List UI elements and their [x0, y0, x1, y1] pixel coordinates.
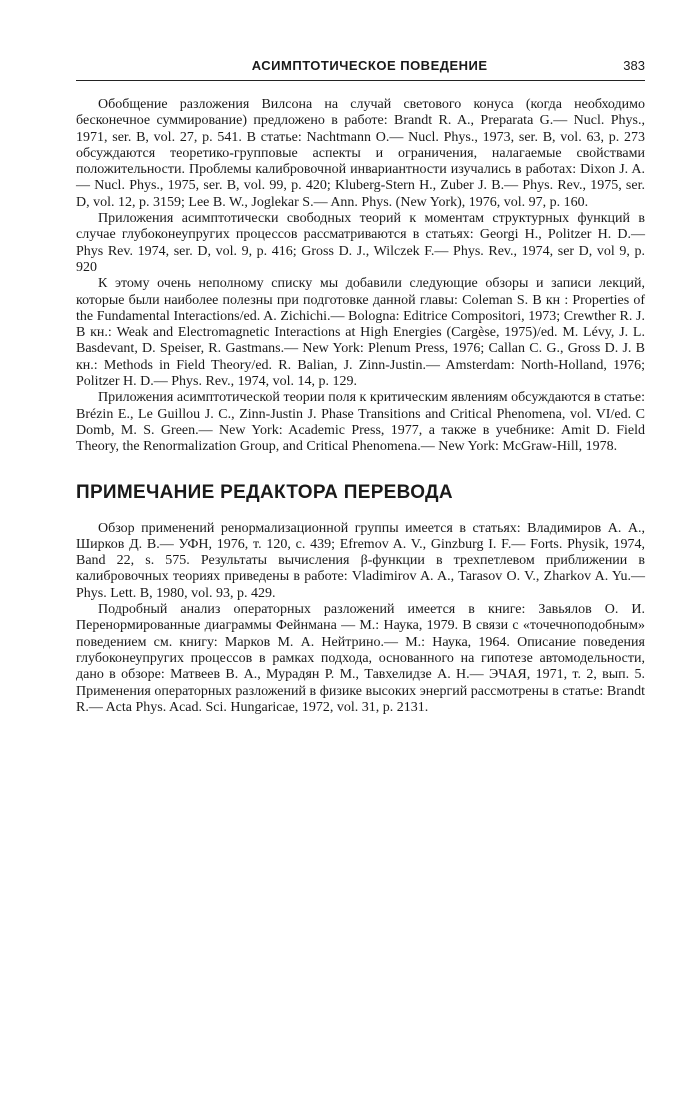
paragraph-reviews-list: К этому очень неполному списку мы добавили следующие обзоры и записи лекций, которые были наиболее полезны при подготовке данной главы: Coleman S. В кн : Properties of the Fundamental Interactions/ed. A. Zichichi.— Bologna: Editrice Compositori, 1973; Crewther R. J. В кн.: Weak and Electromagnetic Interactions at High Energies (Cargèse, 1975)/ed. M. Lévy, J. L. Basdevant, D. Speiser, R. Gastmans.— New York: Plenum Press, 1976; Callan C. G., Gross D. J. В кн.: Methods in Field Theory/ed. R. Balian, J. Zinn-Justin.— Amsterdam: North-Holland, 1976; Politzer H. D.— Phys. Rev., 1974, vol. 14, p. 129.	[76, 276, 645, 390]
paragraph-wilson-expansion: Обобщение разложения Вилсона на случай светового конуса (когда необходимо бесконечное суммирование) предложено в работе: Brandt R. A., Preparata G.— Nucl. Phys., 1971, ser. B, vol. 27, p. 541. В статье: Nachtmann O.— Nucl. Phys., 1973, ser. B, vol. 63, p. 273 обсуждаются теоретико-групповые аспекты и ограничения, налагаемые свойствами положительности. Проблемы калибровочной инвариантности изучались в работах: Dixon J. A.— Nucl. Phys., 1975, ser. B, vol. 99, p. 420; Kluberg-Stern H., Zuber J. B.— Phys. Rev., 1975, ser. D, vol. 12, p. 3159; Lee B. W., Joglekar S.— Ann. Phys. (New York), 1976, vol. 97, p. 160.	[76, 97, 645, 210]
running-title: АСИМПТОТИЧЕСКОЕ ПОВЕДЕНИЕ	[251, 58, 488, 73]
section-heading: ПРИМЕЧАНИЕ РЕДАКТОРА ПЕРЕВОДА	[76, 481, 453, 503]
page	[76, 58, 645, 716]
paragraph-critical-phenomena: Приложения асимптотической теории поля к критическим явлениям обсуждаются в статье: Brézin E., Le Guillou J. C., Zinn-Justin J. Phase Transitions and Critical Phenomena, vol. VI/ed. C Domb, M. S. Green.— New York: Academic Press, 1977, а также в учебнике: Amit D. Field Theory, the Renormalization Group, and Critical Phenomena.— New York: McGraw-Hill, 1978.	[76, 390, 645, 455]
page-number: 383	[623, 58, 645, 73]
paragraph-operator-expansions: Подробный анализ операторных разложений имеется в книге: Завьялов О. И. Перенормированные диаграммы Фейнмана — М.: Наука, 1979. В связи с «точечноподобным» поведением см. книгу: Марков М. А. Нейтрино.— М.: Наука, 1964. Описание поведения глубоконеупругих процессов в рамках подхода, основанного на гипотезе автомодельности, дано в обзоре: Матвеев В. А., Мурадян Р. М., Тавхелидзе А. Н.— ЭЧАЯ, 1971, т. 2, вып. 5. Применения операторных разложений в физике высоких энергий рассмотрены в статье: Brandt R.— Acta Phys. Acad. Sci. Hungaricae, 1972, vol. 31, p. 2131.	[76, 602, 645, 715]
running-header	[76, 58, 645, 81]
paragraph-rg-applications: Обзор применений ренормализационной группы имеется в статьях: Владимиров А. А., Ширков Д. В.— УФН, 1976, т. 120, с. 439; Efremov A. V., Ginzburg I. F.— Forts. Physik, 1974, Band 22, s. 575. Результаты вычисления β-функции в трехпетлевом приближении в калибровочных теориях приведены в работе: Vladimirov A. A., Tarasov O. V., Zharkov A. Yu.— Phys. Lett. B, 1980, vol. 93, p. 429.	[76, 520, 645, 601]
paragraph-asymptotic-freedom: Приложения асимптотически свободных теорий к моментам структурных функций в случае глубоконеупругих процессов рассматриваются в статьях: Georgi H., Politzer H. D.— Phys Rev. 1974, ser. D, vol. 9, p. 416; Gross D. J., Wilczek F.— Phys. Rev., 1974, ser D, vol 9, p. 920	[76, 211, 645, 275]
